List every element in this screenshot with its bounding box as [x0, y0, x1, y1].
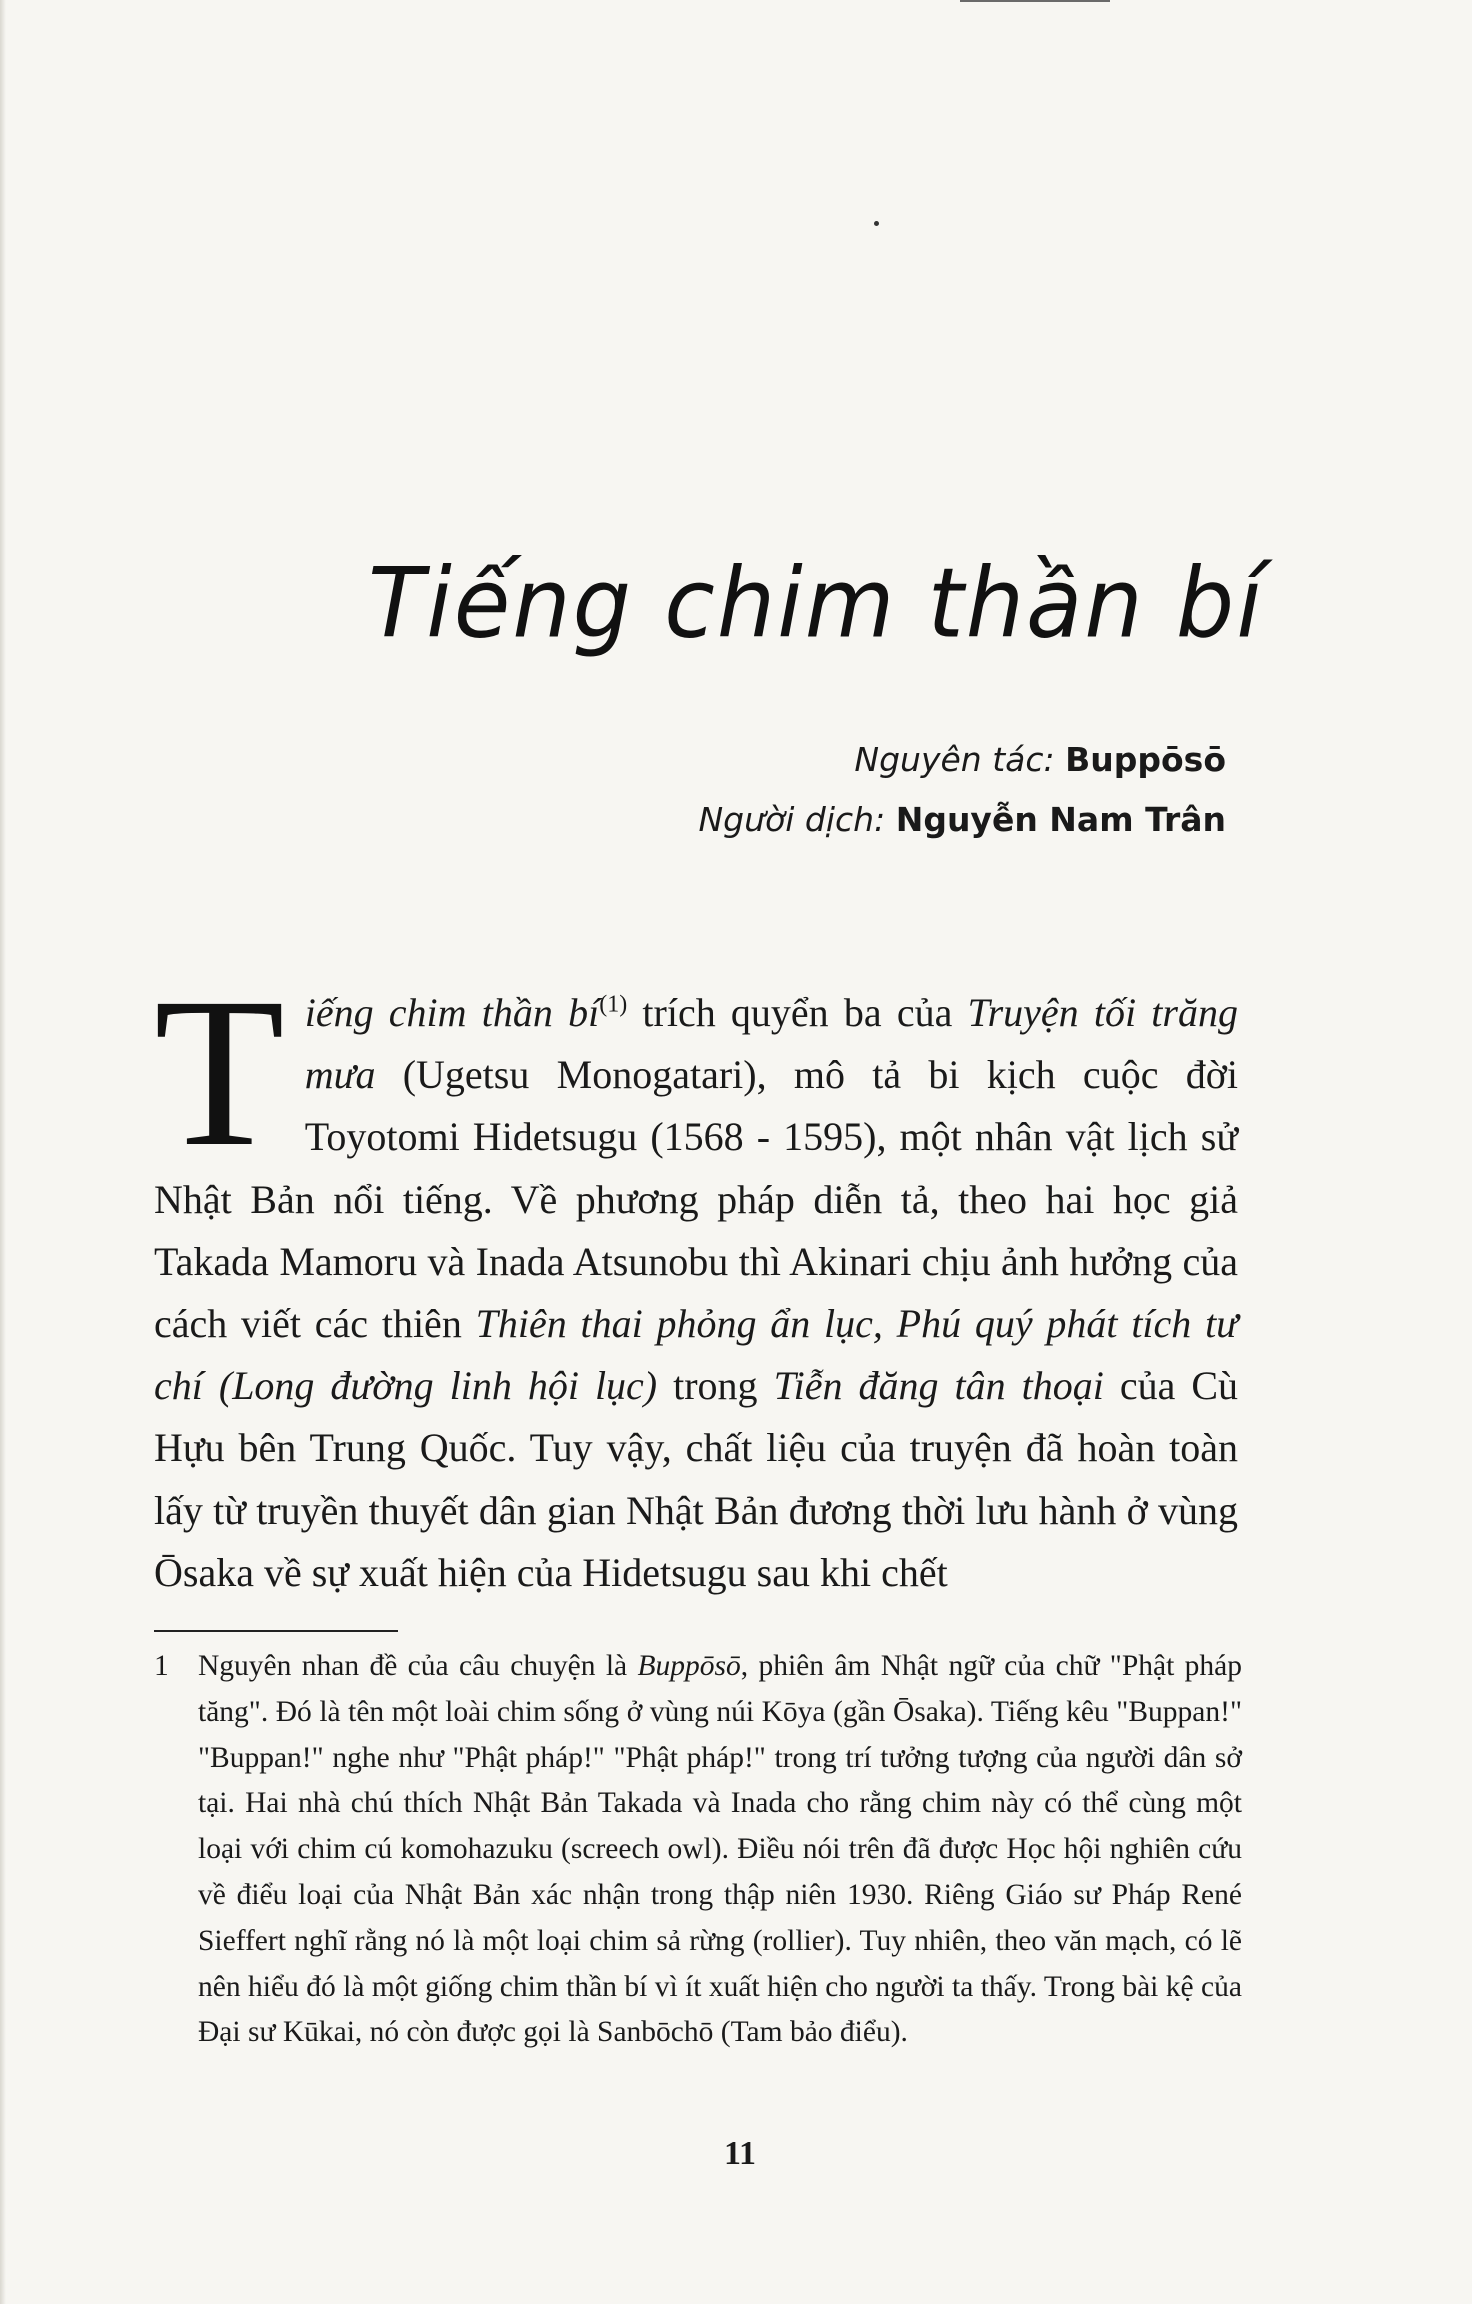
footnote-italic-2: Buppōsō [637, 1650, 741, 1682]
body-italic-5: Thiên thai phỏng ẩn lục, Phú quý phát tích tư chí (Long đường linh hội lục) [154, 1301, 1238, 1409]
body-italic-1: iếng chim thần bí [304, 990, 600, 1035]
original-label: Nguyên tác: [854, 740, 1055, 779]
drop-cap: T [154, 954, 285, 1191]
chapter-title: Tiếng chim thần bí [368, 546, 1264, 660]
body-text-8: của Cù Hựu bên Trung Quốc. Tuy vậy, chất liệu của truyện đã hoàn toàn lấy từ truyền thuyết dân gian Nhật Bản đương thời lưu hành ở vùng Ōsaka về sự xuất hiện của Hidetsugu sau khi chết [154, 1363, 1238, 1595]
translator-value: Nguyễn Nam Trân [895, 800, 1226, 839]
original-value: Buppōsō [1065, 740, 1226, 779]
footnote-text-1: Nguyên nhan đề của câu chuyện là [198, 1650, 638, 1682]
body-text-4: (Ugetsu Monogatari), mô tả bi kịch cuộc đời Toyotomi Hidetsugu (1568 - 1595), một nhân vật lịch sử Nhật Bản nổi tiếng. Về phương pháp diễn tả, theo hai học giả Takada Mamoru và Inada Atsunobu thì Akinari chịu ảnh hưởng của cách viết các thiên [154, 1052, 1238, 1347]
footnote-reference[interactable]: (1) [599, 991, 628, 1018]
page-number: 11 [723, 2135, 757, 2172]
original-credit [699, 730, 1227, 790]
body-italic-7: Tiễn đăng tân thoại [773, 1363, 1104, 1409]
scan-edge [0, 0, 6, 2304]
footnote-number: 1 [154, 1650, 169, 1682]
footnote [154, 1644, 1242, 2056]
footnote-text [198, 1644, 1242, 2056]
body-text-2: trích quyển ba của [627, 990, 968, 1035]
top-rule [960, 0, 1110, 2]
credits-block [699, 730, 1227, 850]
ornament-dot [874, 221, 879, 226]
footnote-text-3: , phiên âm Nhật ngữ của chữ "Phật pháp tăng". Đó là tên một loài chim sống ở vùng núi Kōya (gần Ōsaka). Tiếng kêu "Buppan!" "Buppan!" nghe như "Phật pháp!" "Phật pháp!" trong trí tưởng tượng của người dân sở tại. Hai nhà chú thích Nhật Bản Takada và Inada cho rằng chim này có thể cùng một loại với chim cú komohazuku (screech owl). Điều nói trên đã được Học hội nghiên cứu về điểu loại của Nhật Bản xác nhận trong thập niên 1930. Riêng Giáo sư Pháp René Sieffert nghĩ rằng nó là một loại chim sả rừng (rollier). Tuy nhiên, theo văn mạch, có lẽ nên hiểu đó là một giống chim thần bí vì ít xuất hiện cho người ta thấy. Trong bài kệ của Đại sư Kūkai, nó còn được gọi là Sanbōchō (Tam bảo điểu). [198, 1650, 1242, 2049]
translator-credit [699, 790, 1227, 850]
body-italic-3: Truyện tối trăng mưa [304, 990, 1238, 1098]
footnote-separator [154, 1630, 398, 1632]
body-text-6: trong [657, 1363, 774, 1409]
body-paragraph [154, 954, 1238, 1604]
translator-label: Người dịch: [698, 800, 886, 839]
